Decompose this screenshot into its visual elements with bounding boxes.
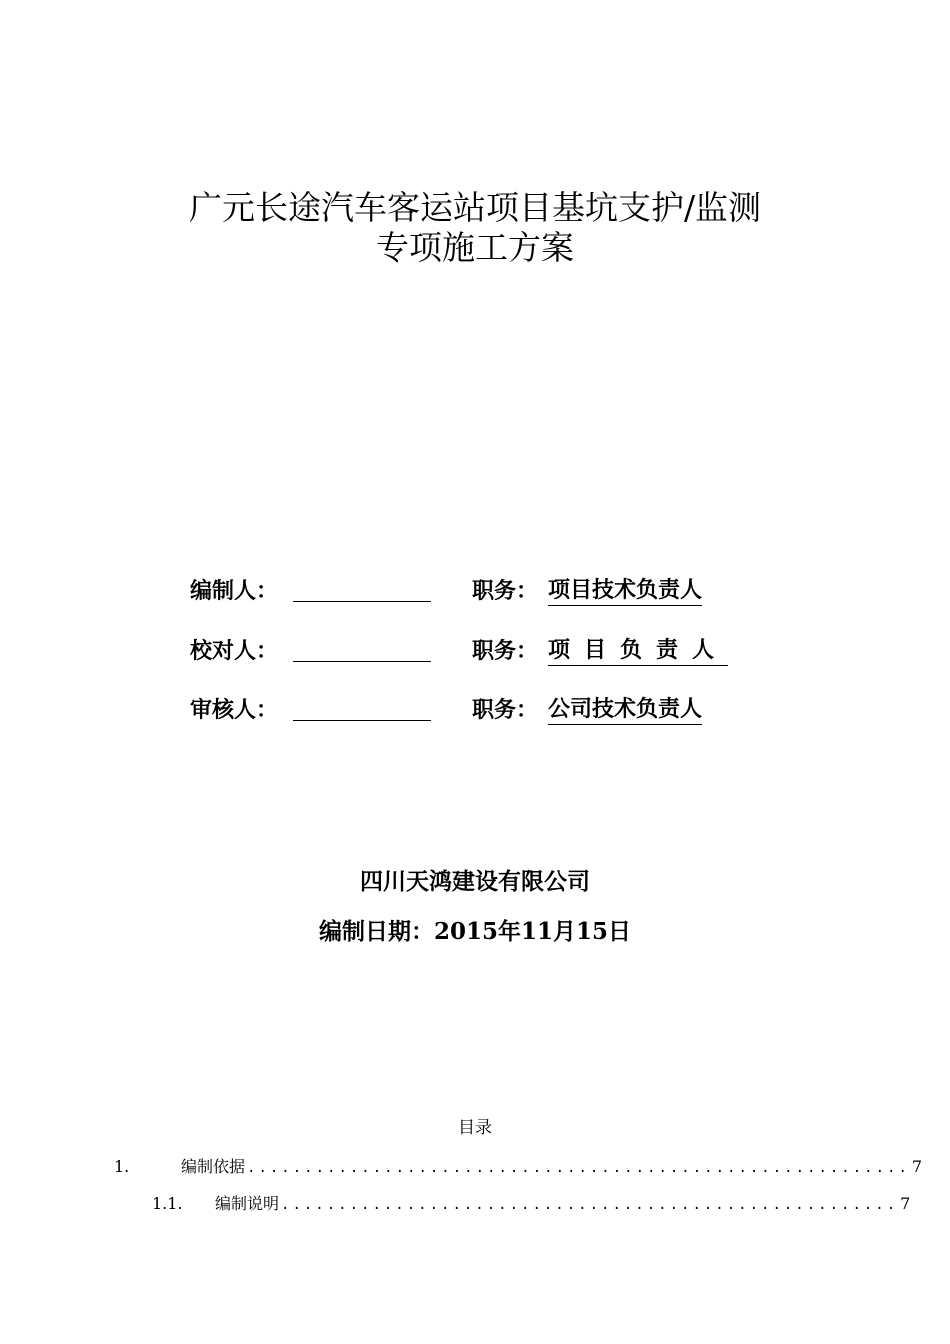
proofreader-role-value: 项目负责人 [548,635,728,666]
compiler-signature-blank [293,601,431,602]
compiler-role-value: 项目技术负责人 [548,575,702,606]
proofreader-label: 校对人： [190,638,279,664]
toc-entry-number: 1.1. [152,1194,183,1213]
toc-entry-leader: .......................................................... [247,1160,910,1176]
toc-title: 目录 [458,1118,492,1138]
toc-entry[interactable] [152,1192,911,1216]
toc-entry-text: 编制依据 [181,1157,246,1176]
reviewer-role-value: 公司技术负责人 [548,694,702,725]
toc-entry-number: 1. [114,1157,130,1176]
reviewer-role-label: 职务： [472,697,539,723]
toc-entry-page: 7 [911,1157,923,1176]
compile-date: 编制日期：2015年11月15日 [318,918,632,945]
toc-entry-leader: ...................................................... [281,1197,899,1213]
compiler-label: 编制人： [190,578,279,604]
proofreader-signature-blank [293,661,431,662]
reviewer-label: 审核人： [190,697,279,723]
document-title-line-2: 专项施工方案 [376,228,574,267]
document-title-line-1: 广元长途汽车客运站项目基坑支护/监测 [188,188,762,227]
toc-entry-page: 7 [900,1194,911,1213]
toc-entry-text: 编制说明 [215,1194,280,1213]
company-name: 四川天鸿建设有限公司 [360,868,590,895]
proofreader-role-label: 职务： [472,638,539,664]
reviewer-signature-blank [293,720,431,721]
toc-entry[interactable] [114,1155,923,1179]
compiler-role-label: 职务： [472,578,539,604]
